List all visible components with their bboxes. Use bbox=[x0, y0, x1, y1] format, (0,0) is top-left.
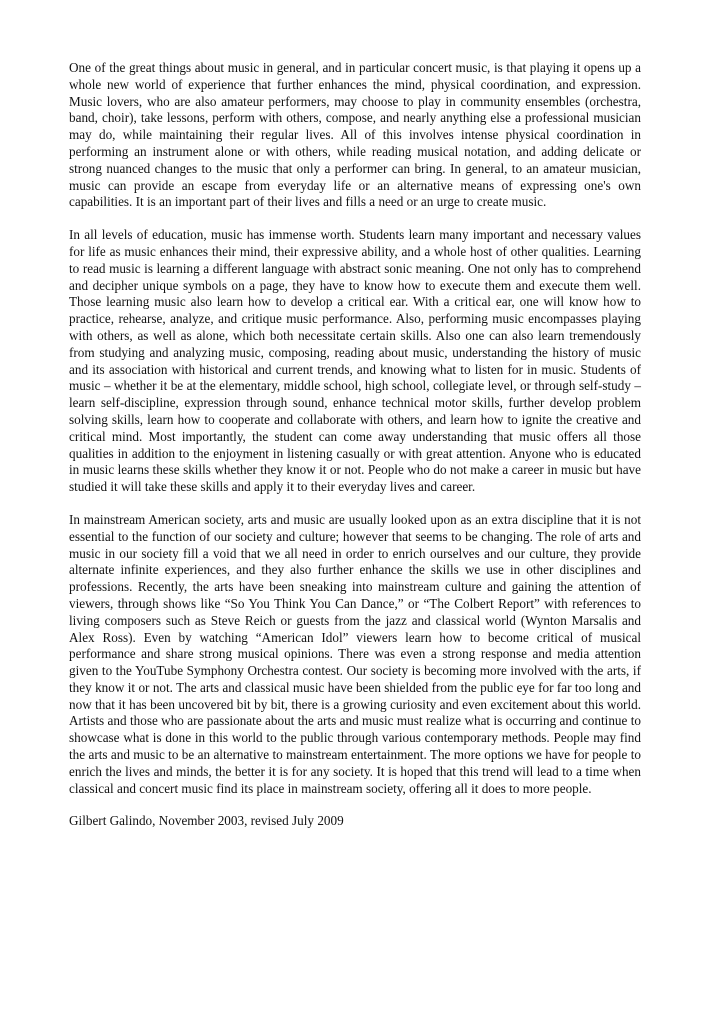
paragraph-music-education: In all levels of education, music has immense worth. Students learn many important and necessary values for life as music enhances their mind, their expressive ability, and a whole host of other qualities. Learning to read music is learning a different language with abstract sonic meaning. One not only has to comprehend and decipher unique symbols on a page, they have to know how to execute them and execute them well. Those learning music also learn how to develop a critical ear. With a critical ear, one will know how to practice, rehearse, analyze, and critique music performance. Also, performing music encompasses playing with others, as well as alone, which both necessitate certain skills. Also one can also learn tremendously from studying and analyzing music, composing, reading about music, understanding the history of music and its association with historical and current trends, and knowing what to listen for in music. Students of music – whether it be at the elementary, middle school, high school, collegiate level, or through self-study – learn self-discipline, expression through sound, enhance technical motor skills, further develop problem solving skills, learn how to cooperate and collaborate with others, and learn how to ignite the creative and critical mind. Most importantly, the student can come away understanding that music offers all those qualities in addition to the enjoyment in listening casually or with great attention. Anyone who is educated in music learns these skills whether they know it or not. People who do not make a career in music but have studied it will take these skills and apply it to their everyday lives and career. bbox=[69, 227, 641, 495]
paragraph-mainstream-society: In mainstream American society, arts and music are usually looked upon as an extra discipline that it is not essential to the function of our society and culture; however that seems to be changing. The role of arts and music in our society fill a void that we all need in order to enrich ourselves and our culture, they provide alternate infinite experiences, and they also further enhance the skills we use in other disciplines and professions. Recently, the arts have been sneaking into mainstream culture and gaining the attention of viewers, through shows like “So You Think You Can Dance,” or “The Colbert Report” with references to living composers such as Steve Reich or guests from the jazz and classical world (Wynton Marsalis and Alex Ross). Even by watching “American Idol” viewers learn how to become critical of musical performance and share strong musical opinions. There was even a strong response and media attention given to the YouTube Symphony Orchestra contest. Our society is becoming more involved with the arts, if they know it or not. The arts and classical music have been shielded from the public eye for far too long and now that it has been uncovered bit by bit, there is a growing curiosity and even excitement about this world. Artists and those who are passionate about the arts and music must realize what is occurring and continue to showcase what is done in this world to the public through various contemporary methods. People may find the arts and music to be an alternative to mainstream entertainment. The more options we have for people to enrich the lives and minds, the better it is for any society. It is hoped that this trend will lead to a time when classical and concert music find its place in mainstream society, offering all it does to more people. bbox=[69, 511, 641, 796]
document-page bbox=[69, 60, 641, 830]
author-signature: Gilbert Galindo, November 2003, revised July 2009 bbox=[69, 813, 344, 829]
paragraph-amateur-music: One of the great things about music in general, and in particular concert music, is that playing it opens up a whole new world of experience that further enhances the mind, physical coordination, and expression. Music lovers, who are also amateur performers, may choose to play in community ensembles (orchestra, band, choir), take lessons, perform with others, compose, and nearly anything else a professional musician may do, while maintaining their regular lives. All of this involves intense physical coordination in performing an instrument alone or with others, while reading musical notation, and adding delicate or strong nuanced changes to the music that only a performer can bring. In general, to an amateur musician, music can provide an escape from everyday life or an alternative means of expressing one's own capabilities. It is an important part of their lives and fills a need or an urge to create music. bbox=[69, 60, 641, 210]
